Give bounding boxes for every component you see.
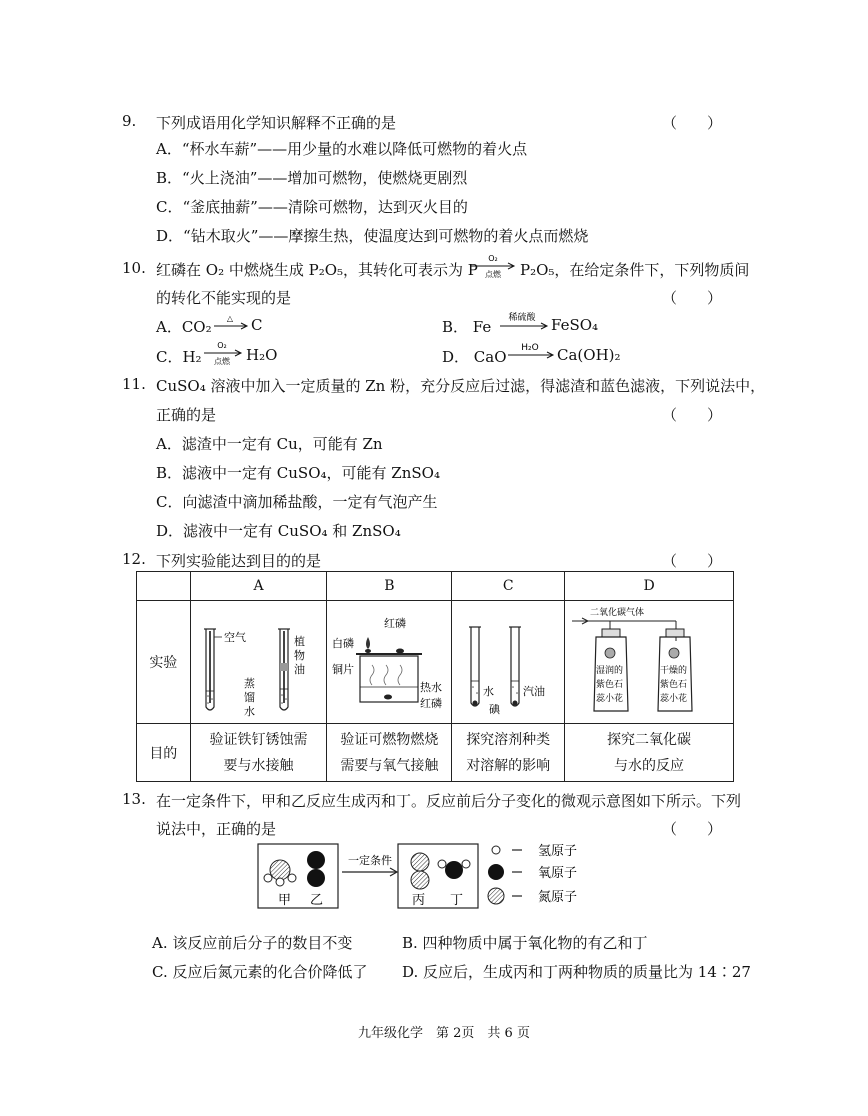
arrow-bottom-label: 点燃 <box>485 270 501 279</box>
label-hot-water: 热水 <box>420 681 443 694</box>
label-red-phosphorus-bottom: 红磷 <box>420 697 443 710</box>
q9-option-b: B．“火上浇油”——增加可燃物，使燃烧更剧烈 <box>156 169 468 187</box>
q11-answer-paren: （ ） <box>662 406 723 424</box>
q10-option-d-product: Ca(OH)₂ <box>557 346 621 364</box>
label-bing: 丙 <box>412 893 426 908</box>
diagram-c-cell <box>452 601 565 724</box>
q13-option-b: B. 四种物质中属于氧化物的有乙和丁 <box>402 934 648 952</box>
row-label-purpose: 目的 <box>137 724 191 782</box>
label-gasoline: 汽油 <box>523 685 546 698</box>
diagram-b <box>328 601 450 719</box>
label-dry-1: 干燥的 <box>660 666 688 676</box>
q13-stem-line2: 说法中，正确的是 <box>156 820 277 838</box>
q10-answer-paren: （ ） <box>662 289 723 307</box>
arrow-top-label: O₂ <box>488 254 498 263</box>
q13-option-d: D. 反应后，生成丙和丁两种物质的质量比为 14∶27 <box>402 963 751 981</box>
q10-option-c-reactant: C．H₂ <box>156 348 202 366</box>
label-co2-gas: 二氧化碳气体 <box>590 608 645 618</box>
legend-nitrogen: 氮原子 <box>538 890 578 905</box>
q11-stem-line2: 正确的是 <box>156 406 217 424</box>
q13-stem: 在一定条件下，甲和乙反应生成丙和丁。反应前后分子变化的微观示意图如下所示。下列 <box>156 792 742 810</box>
q10-option-d-arrow <box>506 340 556 364</box>
q10-option-b-arrow <box>498 310 550 334</box>
label-water: 水 <box>483 685 495 698</box>
q13-molecule-diagram <box>256 836 596 912</box>
header-a: A <box>190 572 327 601</box>
label-water-3: 水 <box>243 705 255 718</box>
diagram-a <box>192 601 326 719</box>
q10-option-c-product: H₂O <box>246 346 278 364</box>
dilute-acid-label: 稀硫酸 <box>508 313 536 323</box>
q12-number: 12. <box>122 550 146 568</box>
purpose-c: 探究溶剂种类 对溶解的影响 <box>452 724 565 782</box>
label-water-2: 馏 <box>243 691 255 704</box>
q10-reaction-arrow <box>468 252 518 282</box>
q11-stem: CuSO₄ 溶液中加入一定质量的 Zn 粉，充分反应后过滤，得滤渣和蓝色滤液，下列说法中， <box>156 377 766 395</box>
q11-option-a: A．滤渣中一定有 Cu，可能有 Zn <box>156 435 383 453</box>
q9-number: 9. <box>122 112 137 130</box>
q10-stem-part1: 红磷在 O₂ 中燃烧生成 P₂O₅，其转化可表示为 P <box>156 261 478 279</box>
q10-option-b-reactant: B． Fe <box>442 318 492 336</box>
arrow-top-label: O₂ <box>217 341 227 350</box>
header-d: D <box>565 572 734 601</box>
q11-option-d: D．滤液中一定有 CuSO₄ 和 ZnSO₄ <box>156 522 401 540</box>
label-dry-3: 蕊小花 <box>660 694 688 704</box>
header-c: C <box>452 572 565 601</box>
label-condition: 一定条件 <box>348 854 392 867</box>
q11-number: 11. <box>122 375 146 393</box>
label-wet-3: 蕊小花 <box>596 694 624 704</box>
page-footer: 九年级化学 第 2页 共 6 页 <box>358 1026 530 1041</box>
label-dry-2: 紫色石 <box>660 680 688 690</box>
q9-answer-paren: （ ） <box>662 114 723 132</box>
label-air: 空气 <box>223 631 246 644</box>
q10-option-a-product: C <box>251 316 263 334</box>
label-ding: 丁 <box>450 893 464 908</box>
label-wet-1: 湿润的 <box>596 666 624 676</box>
diagram-d <box>566 601 732 719</box>
q12-stem: 下列实验能达到目的的是 <box>156 552 322 570</box>
label-water-1: 蒸 <box>243 677 255 690</box>
q10-number: 10. <box>122 259 146 277</box>
diagram-d-cell <box>565 601 734 724</box>
label-jia: 甲 <box>278 893 292 908</box>
header-b: B <box>327 572 452 601</box>
label-iodine: 碘 <box>489 703 501 716</box>
q13-option-c: C. 反应后氮元素的化合价降低了 <box>152 963 368 981</box>
label-yi: 乙 <box>310 893 324 908</box>
label-oil-1: 植 <box>293 635 305 648</box>
q10-option-d-reactant: D． CaO <box>442 348 507 366</box>
label-oil-2: 物 <box>293 649 305 662</box>
arrow-bottom-label: 点燃 <box>214 357 230 366</box>
q13-number: 13. <box>122 790 146 808</box>
label-white-phosphorus: 白磷 <box>332 637 355 650</box>
water-label: H₂O <box>521 343 539 353</box>
q10-stem-line2: 的转化不能实现的是 <box>156 289 292 307</box>
q10-option-a-reactant: A．CO₂ <box>156 318 212 336</box>
row-label-experiment: 实验 <box>137 601 191 724</box>
q9-stem: 下列成语用化学知识解释不正确的是 <box>156 114 397 132</box>
legend-hydrogen: 氢原子 <box>538 844 578 859</box>
heat-symbol: △ <box>226 314 234 323</box>
q10-stem-part2: P₂O₅，在给定条件下，下列物质间 <box>520 261 750 279</box>
q12-answer-paren: （ ） <box>662 552 723 570</box>
purpose-d: 探究二氧化碳 与水的反应 <box>565 724 734 782</box>
label-red-phosphorus-top: 红磷 <box>384 617 407 630</box>
q13-answer-paren: （ ） <box>662 820 723 838</box>
purpose-a: 验证铁钉锈蚀需 要与水接触 <box>190 724 327 782</box>
purpose-b: 验证可燃物燃烧 需要与氧气接触 <box>327 724 452 782</box>
table-corner <box>137 572 191 601</box>
diagram-a-cell <box>190 601 327 724</box>
q13-option-a: A. 该反应前后分子的数目不变 <box>152 934 353 952</box>
q11-option-c: C．向滤渣中滴加稀盐酸，一定有气泡产生 <box>156 493 438 511</box>
q10-option-a-arrow <box>212 312 250 334</box>
q10-option-c-arrow <box>202 339 244 369</box>
label-wet-2: 紫色石 <box>596 680 624 690</box>
experiment-table <box>136 571 734 782</box>
q9-option-a: A．“杯水车薪”——用少量的水难以降低可燃物的着火点 <box>156 140 528 158</box>
legend-oxygen: 氧原子 <box>538 866 578 881</box>
label-copper: 铜片 <box>332 663 355 676</box>
q11-option-b: B．滤液中一定有 CuSO₄，可能有 ZnSO₄ <box>156 464 440 482</box>
q9-option-c: C．“釜底抽薪”——清除可燃物，达到灭火目的 <box>156 198 468 216</box>
diagram-b-cell <box>327 601 452 724</box>
diagram-c <box>453 601 563 719</box>
q9-option-d: D．“钻木取火”——摩擦生热，使温度达到可燃物的着火点而燃烧 <box>156 227 589 245</box>
q10-option-b-product: FeSO₄ <box>551 316 599 334</box>
label-oil-3: 油 <box>293 663 305 676</box>
